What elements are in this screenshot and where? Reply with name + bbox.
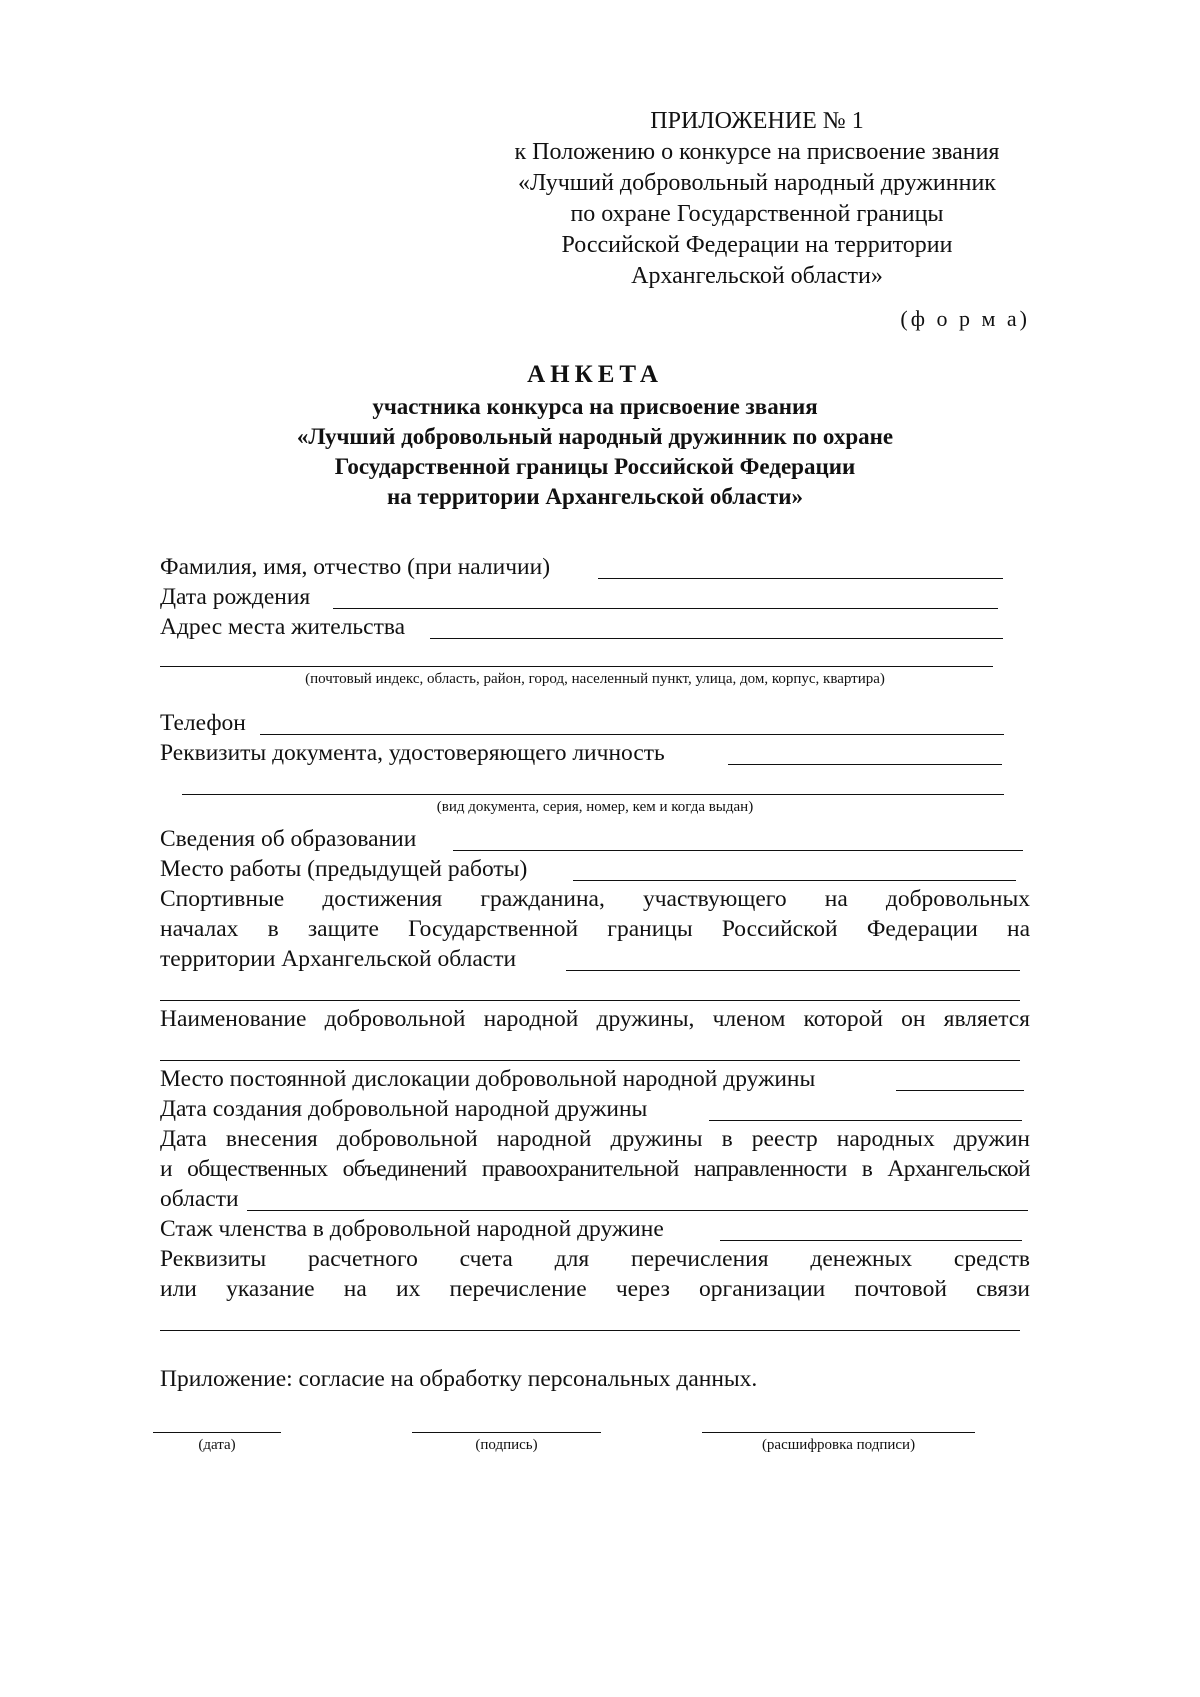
squad-name-blank[interactable] <box>160 1060 1020 1061</box>
appendix-line: «Лучший добровольный народный дружинник <box>518 170 996 196</box>
id-document-caption: (вид документа, серия, номер, кем и когда выдан) <box>436 799 754 815</box>
membership-label: Стаж членства в добровольной народной дружине <box>160 1216 664 1242</box>
bank-details-label-line2: или указание на их перечисление через организации почтовой связи <box>160 1276 1030 1302</box>
date-caption: (дата) <box>198 1437 236 1453</box>
sports-label-line2: началах в защите Государственной границы Российской Федерации на <box>160 916 1030 942</box>
title-subtitle: «Лучший добровольный народный дружинник по охране <box>296 424 894 449</box>
birth-date-blank[interactable] <box>333 608 998 609</box>
address-blank[interactable] <box>430 638 1003 639</box>
phone-label: Телефон <box>160 710 246 736</box>
bank-details-label-line1: Реквизиты расчетного счета для перечисления денежных средств <box>160 1246 1030 1272</box>
id-document-blank[interactable] <box>728 764 1002 765</box>
creation-date-label: Дата создания добровольной народной дружины <box>160 1096 648 1122</box>
form-note: (ф о р м а) <box>900 306 1030 331</box>
signature-line[interactable] <box>412 1432 601 1433</box>
sports-blank-line2[interactable] <box>160 1000 1020 1001</box>
address-label: Адрес места жительства <box>160 614 406 640</box>
fio-label: Фамилия, имя, отчество (при наличии) <box>160 554 551 580</box>
birth-date-label: Дата рождения <box>160 584 311 610</box>
squad-name-label: Наименование добровольной народной дружины, членом которой он является <box>160 1006 1030 1032</box>
address-caption: (почтовый индекс, область, район, город, населенный пункт, улица, дом, корпус, квартира) <box>305 671 885 687</box>
education-label: Сведения об образовании <box>160 826 417 852</box>
registry-label-line3: области <box>160 1186 239 1212</box>
date-signature-line[interactable] <box>153 1432 281 1433</box>
registry-label-line2: и общественных объединений правоохранительной направленности в Архангельской <box>160 1156 1030 1182</box>
appendix-line: по охране Государственной границы <box>570 201 944 227</box>
document-title <box>160 358 1030 512</box>
title-main: АНКЕТА <box>527 361 663 388</box>
title-subtitle: на территории Архангельской области» <box>387 484 803 509</box>
id-document-blank-line2[interactable] <box>182 794 1004 795</box>
work-label: Место работы (предыдущей работы) <box>160 856 528 882</box>
bank-details-blank[interactable] <box>160 1330 1020 1331</box>
phone-blank[interactable] <box>260 734 1004 735</box>
appendix-header <box>486 106 1028 292</box>
signature-decode-caption: (расшифровка подписи) <box>761 1437 916 1453</box>
appendix-line: к Положению о конкурсе на присвоение звания <box>514 139 1000 165</box>
sports-blank[interactable] <box>566 970 1020 971</box>
membership-blank[interactable] <box>720 1240 1022 1241</box>
appendix-number: ПРИЛОЖЕНИЕ № 1 <box>650 108 864 134</box>
registry-label-line1: Дата внесения добровольной народной дружины в реестр народных дружин <box>160 1126 1030 1152</box>
address-blank-line2[interactable] <box>160 666 993 667</box>
appendix-line: Российской Федерации на территории <box>561 232 953 258</box>
location-blank[interactable] <box>896 1090 1024 1091</box>
fio-blank[interactable] <box>598 578 1003 579</box>
id-document-label: Реквизиты документа, удостоверяющего личность <box>160 740 665 766</box>
location-label: Место постоянной дислокации добровольной народной дружины <box>160 1066 816 1092</box>
work-blank[interactable] <box>573 880 1016 881</box>
sports-label-line1: Спортивные достижения гражданина, участвующего на добровольных <box>160 886 1030 912</box>
creation-date-blank[interactable] <box>709 1120 1022 1121</box>
title-subtitle: участника конкурса на присвоение звания <box>372 394 818 419</box>
signature-caption: (подпись) <box>475 1437 538 1453</box>
sports-label-line3: территории Архангельской области <box>160 946 517 972</box>
registry-blank[interactable] <box>247 1210 1028 1211</box>
signature-decode-line[interactable] <box>702 1432 975 1433</box>
title-subtitle: Государственной границы Российской Федерации <box>334 454 856 479</box>
appendix-line: Архангельской области» <box>631 263 883 289</box>
education-blank[interactable] <box>453 850 1023 851</box>
attachment-note: Приложение: согласие на обработку персональных данных. <box>160 1366 758 1392</box>
